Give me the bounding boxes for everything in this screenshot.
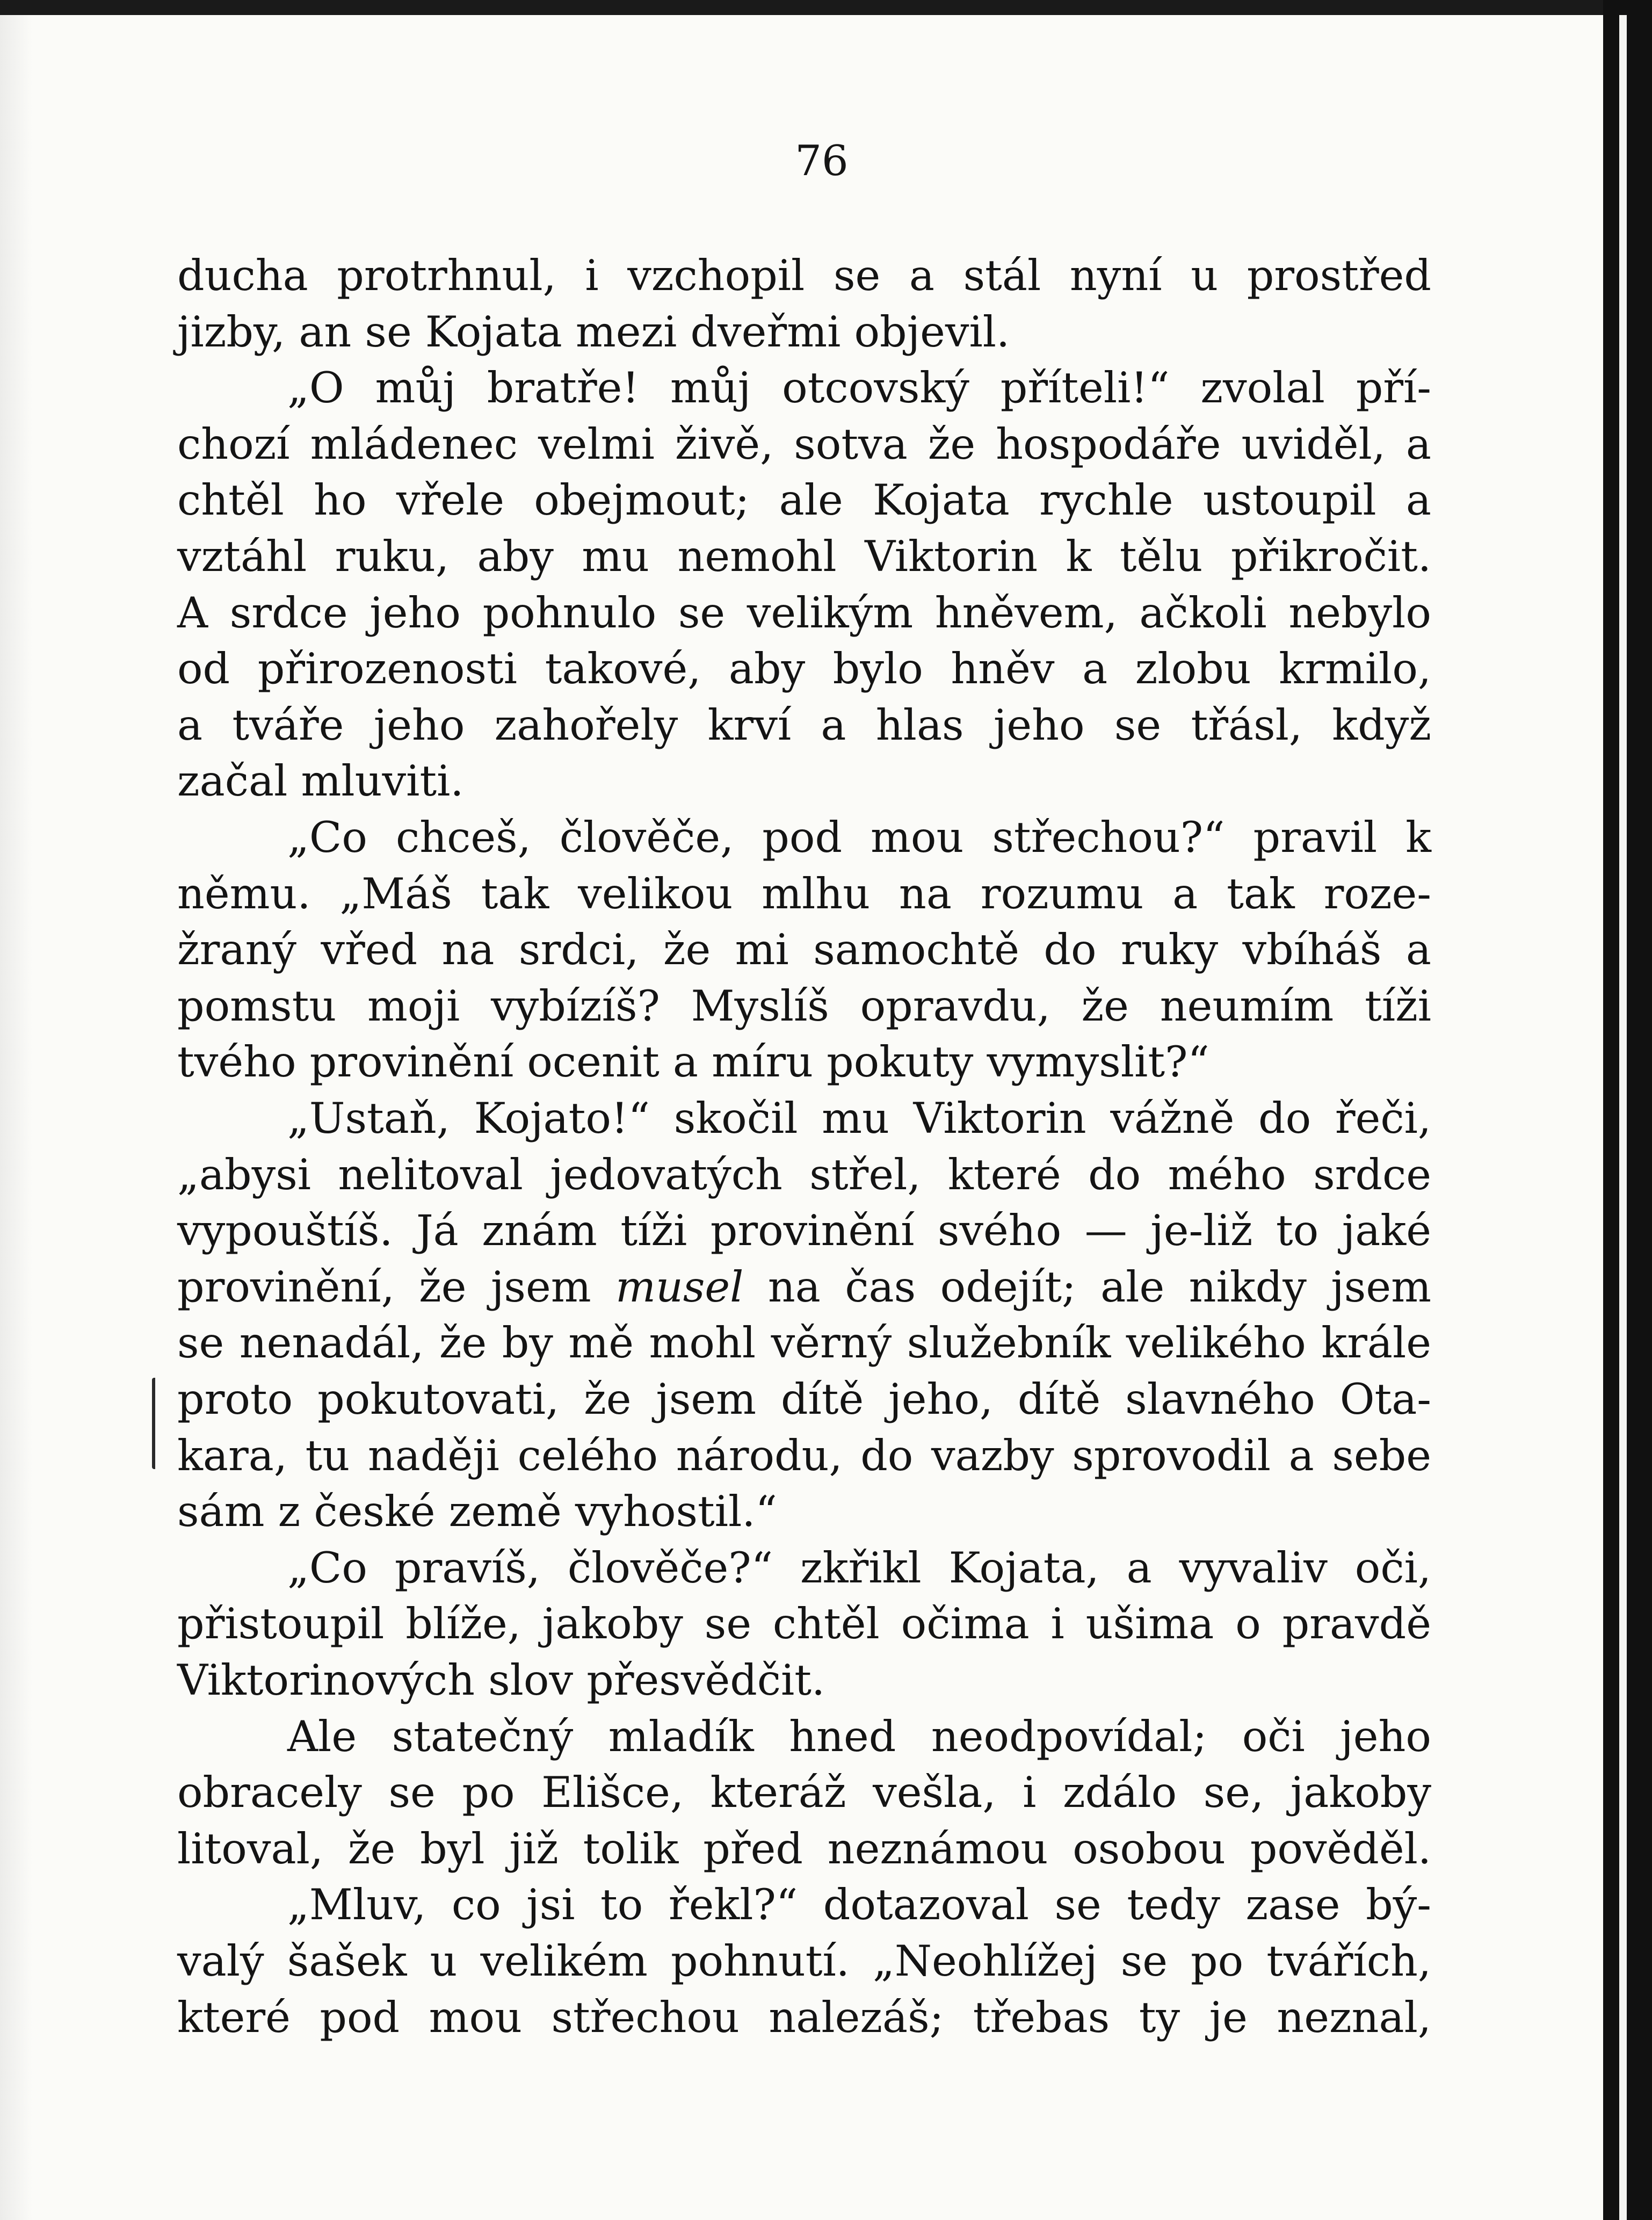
text-line: obracely se po Elišce, kteráž vešla, i zdálo se, jakoby <box>177 1768 1431 1817</box>
text-line: a tváře jeho zahořely krví a hlas jeho se třásl, když <box>177 700 1431 750</box>
text-line: „Mluv, co jsi to řekl?“ dotazoval se tedy zase bý- <box>287 1880 1431 1929</box>
scan-left-shadow <box>0 15 32 2220</box>
text-line: A srdce jeho pohnulo se velikým hněvem, ačkoli nebylo <box>177 588 1431 638</box>
text-line: valý šašek u velikém pohnutí. „Neohlížej se po tvářích, <box>177 1936 1431 1986</box>
text-line: „O můj bratře! můj otcovský příteli!“ zvolal pří- <box>287 363 1431 413</box>
text-line: vztáhl ruku, aby mu nemohl Viktorin k tělu přikročit. <box>177 532 1431 581</box>
margin-mark <box>152 1378 161 1469</box>
text-line: „abysi nelitoval jedovatých střel, které do mého srdce <box>177 1150 1431 1199</box>
text-line: pomstu moji vybízíš? Myslíš opravdu, že neumím tíži <box>177 981 1431 1031</box>
text-line: Ale statečný mladík hned neodpovídal; oči jeho <box>287 1712 1431 1761</box>
text-line: tvého provinění ocenit a míru pokuty vymyslit?“ <box>177 1037 1209 1087</box>
text-line: němu. „Máš tak velikou mlhu na rozumu a tak roze- <box>177 869 1431 919</box>
scan-right-border <box>1603 0 1652 2220</box>
text-line: proto pokutovati, že jsem dítě jeho, dítě slavného Ota- <box>177 1375 1431 1424</box>
text-line: které pod mou střechou nalezáš; třebas ty je neznal, <box>177 1993 1431 2042</box>
text-line: kara, tu naději celého národu, do vazby sprovodil a sebe <box>177 1431 1431 1480</box>
text-line: přistoupil blíže, jakoby se chtěl očima i ušima o pravdě <box>177 1599 1431 1648</box>
text-line: od přirozenosti takové, aby bylo hněv a zlobu krmilo, <box>177 644 1431 693</box>
text-line: sám z české země vyhostil.“ <box>177 1487 777 1536</box>
text-line: „Co chceš, člověče, pod mou střechou?“ pravil k <box>287 813 1431 862</box>
text-line: „Ustaň, Kojato!“ skočil mu Viktorin vážně do řeči, <box>287 1094 1431 1143</box>
text-line: litoval, že byl již tolik před neznámou osobou pověděl. <box>177 1824 1431 1874</box>
page-number: 76 <box>795 137 849 185</box>
text-line: žraný vřed na srdci, že mi samochtě do ruky vbíháš a <box>177 925 1431 974</box>
scan-top-border <box>0 0 1603 15</box>
text-line: chtěl ho vřele obejmout; ale Kojata rychle ustoupil a <box>177 475 1431 525</box>
italic-word: musel <box>615 1262 744 1312</box>
text-line: se nenadál, že by mě mohl věrný služebník velikého krále <box>177 1318 1431 1368</box>
text-line: „Co pravíš, člověče?“ zkřikl Kojata, a vyvaliv oči, <box>287 1543 1431 1593</box>
scan-right-edge-strip <box>1619 15 1627 2220</box>
text-line: chozí mládenec velmi živě, sotva že hospodáře uviděl, a <box>177 420 1431 469</box>
text-line: provinění, že jsem musel na čas odejít; ale nikdy jsem <box>177 1262 1432 1312</box>
text-line: jizby, an se Kojata mezi dveřmi objevil. <box>177 307 1010 357</box>
text-line: ducha protrhnul, i vzchopil se a stál nyní u prostřed <box>177 251 1431 300</box>
text-line: vypouštíš. Já znám tíži provinění svého — je-liž to jaké <box>177 1206 1431 1255</box>
text-line: začal mluviti. <box>177 756 464 806</box>
text-line: Viktorinových slov přesvědčit. <box>177 1655 825 1705</box>
